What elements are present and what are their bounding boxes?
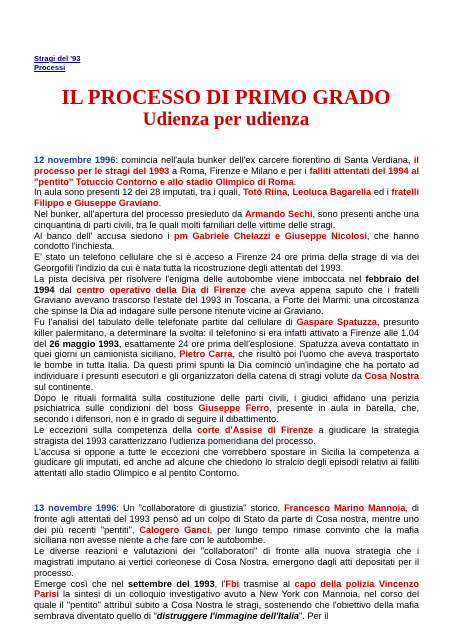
highlight: Giuseppe Ferro (198, 403, 270, 414)
highlight: pm Gabriele Chelazzi e Giuseppe Nicolosi (174, 230, 367, 241)
highlight: Francesco Marino Mannoia (284, 503, 406, 513)
paragraph: 13 novembre 1996: Un "collaboratore di giustizia" storico, Francesco Marino Mannoia, di fronte agli attentati del 1993 pensò ad un colpo di Stato da parte di Cosa nostra, mentre uno dei più recenti "pentiti", Calogero Ganci, per lungo tempo rimase convinto che la mafia siciliana non avesse niente a che fare con le autobombe. (34, 503, 420, 546)
highlight: Totò Riina (242, 187, 288, 198)
paragraph: 12 novembre 1996: comincia nell'aula bunker dell'ex carcere fiorentino di Santa Verdiana, il processo per le stragi del 1993 a Roma, Firenze e Milano e per i falliti attentati del 1994 al "pentito" Totuccio Contorno e allo stadio Olimpico di Roma. (34, 155, 419, 187)
paragraph: Dopo le rituali formalità sulla costituzione delle parti civili, i giudici affidano una perizia psichiatrica sulle condizioni del boss Giuseppe Ferro, presente in aula in barella, che, secondo i difensori, non è in grado di seguire il dibattimento. (34, 392, 419, 425)
highlight: centro operativo della Dia di Firenze (76, 284, 246, 295)
highlight: Cosa Nostra (364, 370, 420, 381)
nav-links (34, 54, 80, 72)
date-label: 13 novembre 1996 (34, 503, 117, 513)
link-processi[interactable]: Processi (34, 63, 66, 72)
paragraph: Le eccezioni sulla competenza della corte d'Assise di Firenze a giudicare la strategia stragista del 1993 caratterizzano l'udienza pomeridiana del processo. (34, 424, 419, 446)
highlight: Gaspare Spatuzza (296, 316, 377, 327)
highlight: Armando Sechi (244, 208, 313, 219)
paragraph: Nel bunker, all'apertura del processo presieduto da Armando Sechi, sono presenti anche una cinquantina di parti civili, tra le quali molti familiari delle vittime delle stragi. (34, 208, 419, 230)
link-stragi-93[interactable]: Stragi del '93 (34, 54, 81, 63)
paragraph: In aula sono presenti 12 dei 28 imputati, tra i quali, Totò Riina, Leoluca Bagarella ed i fratelli Filippo e Giuseppe Graviano. (34, 187, 419, 209)
bold-text: febbraio del 1994 (34, 273, 419, 295)
highlight: capo della polizia Vincenzo Parisi (34, 578, 419, 600)
highlight: Leoluca Bagarella (292, 187, 372, 198)
bold-text: settembre del 1993 (127, 578, 215, 589)
highlight: falliti attentati del 1994 al "pentito" Totuccio Contorno e allo stadio Olimpico di Roma (34, 165, 419, 187)
highlight: Pietro Carra (179, 349, 233, 360)
highlight: fratelli Filippo e Giuseppe Graviano (34, 187, 419, 209)
paragraph: L'accusa si oppone a tutte le eccezioni che vorrebbero spostare in Sicilia la competenza a giudicare gli imputati, ed anche ad alcune che chiedono lo stralcio degli episodi relativi ai falliti attentati allo stadio Olimpico e al pentito Contorno. (34, 446, 419, 479)
page-subtitle: Udienza per udienza (142, 109, 310, 130)
page-title: IL PROCESSO DI PRIMO GRADO (61, 85, 391, 109)
date-label: 12 novembre 1996 (34, 155, 116, 165)
paragraph: Fu l'analisi del tabulato delle telefonate partite dal cellulare di Gaspare Spatuzza, presunto killer palermitano, a determinare la svolta: il telefonino si era infatti attivato a Firenze alle 1.04 del 26 maggio 1993, esattamente 24 ore prima dell'esplosione. Spatuzza aveva contattato in quei giorni un camionista siciliano, Pietro Carra, che risultò poi l'uomo che aveva trasportato le bombe in tutta Italia. Da questi primi spunti la Dia cominciò un'indagine che ha portato ad individuare i presunti esecutori e gli organizzatori della catena di stragi volute da Cosa Nostra sul continente. (34, 316, 420, 392)
quote-italic: distruggere l'immagine dell'Italia (156, 610, 299, 621)
bold-text: 26 maggio 1993 (49, 338, 119, 349)
paragraph: Emerge così che nel settembre del 1993, l'Fbi trasmise al capo della polizia Vincenzo Parisi la sintesi di un colloquio investigativo avuto a New York con Mannoia, nel corso del quale il "pentito" attribuì subito a Cosa Nostra le stragi, sostenendo che l'obiettivo della mafia sembrava diventato quello di "distruggere l'immagine dell'Italia". Per il (34, 578, 419, 621)
paragraph: Al banco dell' accusa siedono i pm Gabriele Chelazzi e Giuseppe Nicolosi, che hanno condotto l'inchiesta. (34, 230, 419, 252)
paragraph: E' stato un telefono cellulare che si è acceso a Firenze 24 ore prima della strage di via dei Georgofili l'indizio da cui è nata tutta la ricostruzione degli attentati del 1993. (34, 252, 419, 273)
highlight: il processo per le stragi del 1993 (34, 155, 419, 176)
paragraph: Le diverse reazioni e valutazioni dei "collaboratori" di fronte alla nuova strategia che i magistrati imputano ai vertici corleonese di Cosa Nostra, emergono dagli atti depositati per il processo. (34, 546, 419, 578)
highlight: Calogero Ganci (139, 524, 210, 535)
highlight: Fbi (225, 578, 240, 589)
paragraph: La pista decisiva per risolvere l'enigma delle autobombe viene imboccata nel febbraio del 1994 dal centro operativo della Dia di Firenze che aveva appena saputo che i fratelli Graviano avevano trascorso l'estate del 1993 in Toscana, a Forte dei Marmi: una circostanza che spinse la Dia ad indagare sulle persone ritenute vicine ai Graviano. (34, 273, 419, 317)
section-13-novembre (34, 503, 419, 622)
section-12-novembre (34, 155, 419, 479)
highlight: corte d'Assise di Firenze (197, 424, 314, 435)
